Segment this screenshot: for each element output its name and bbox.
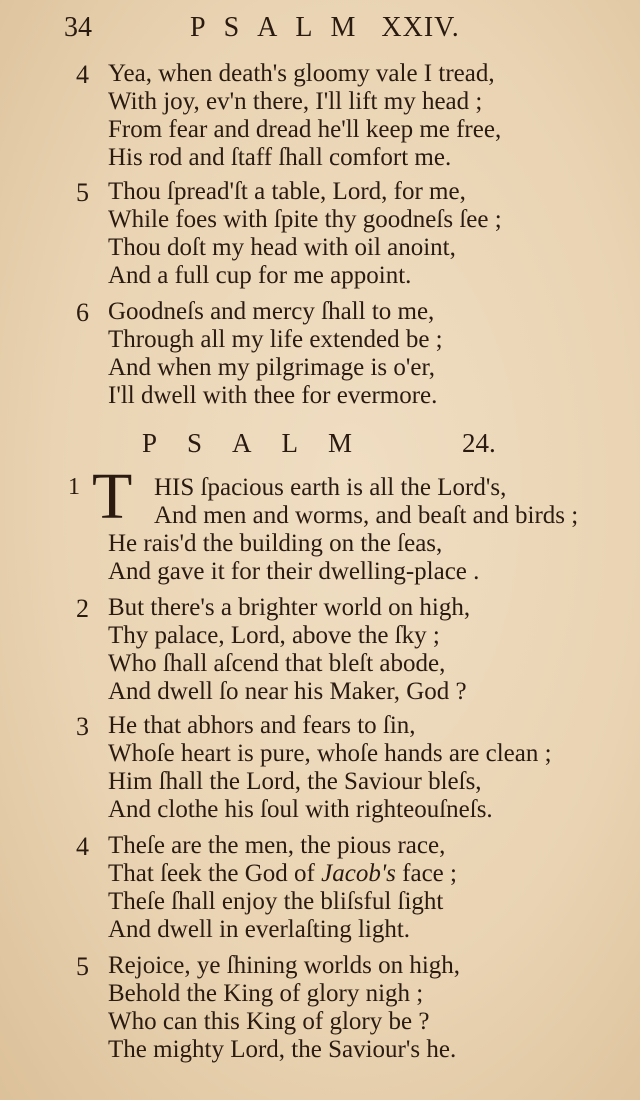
verse-line: Who ſhall aſcend that bleſt abode, xyxy=(108,650,446,677)
verse-line: Him ſhall the Lord, the Saviour bleſs, xyxy=(108,768,482,795)
page-header xyxy=(0,12,640,48)
stanza-number: 3 xyxy=(76,712,89,741)
page-number: 34 xyxy=(64,12,92,43)
verse-line: With joy, ev'n there, I'll lift my head ; xyxy=(108,88,483,115)
psalm-heading xyxy=(0,428,640,464)
stanza-number: 4 xyxy=(76,832,89,861)
verse-line: And dwell in everlaſting light. xyxy=(108,916,411,943)
verse-line: Rejoice, ye ſhining worlds on high, xyxy=(108,952,461,979)
verse-line: HIS ſpacious earth is all the Lord's, xyxy=(154,474,507,501)
verse-line: Through all my life extended be ; xyxy=(108,326,443,353)
verse-line: But there's a brighter world on high, xyxy=(108,594,471,621)
running-head-word: PSALM xyxy=(190,12,374,43)
verse-line xyxy=(108,860,457,888)
verse-line: He rais'd the building on the ſeas, xyxy=(108,530,443,557)
verse-line: And gave it for their dwelling-place . xyxy=(108,558,480,585)
verse-line: While foes with ſpite thy goodneſs ſee ; xyxy=(108,206,502,233)
verse-line: His rod and ſtaff ſhall comfort me. xyxy=(108,144,452,171)
drop-cap: T xyxy=(92,460,133,533)
psalm-heading-number: 24. xyxy=(462,428,496,458)
verse-line: Behold the King of glory nigh ; xyxy=(108,980,424,1007)
verse-line: Goodneſs and mercy ſhall to me, xyxy=(108,298,435,325)
verse-line: Yea, when death's gloomy vale I tread, xyxy=(108,60,495,87)
verse-line: Theſe ſhall enjoy the bliſsful ſight xyxy=(108,888,444,915)
running-head xyxy=(190,12,460,44)
verse-line: He that abhors and fears to ſin, xyxy=(108,712,416,739)
stanza-number: 6 xyxy=(76,298,89,327)
verse-line: Whoſe heart is pure, whoſe hands are clean ; xyxy=(108,740,552,767)
verse-line: I'll dwell with thee for evermore. xyxy=(108,382,438,409)
verse-line: Thou ſpread'ſt a table, Lord, for me, xyxy=(108,178,466,205)
verse-line: And clothe his ſoul with righteouſneſs. xyxy=(108,796,493,823)
verse-text: face ; xyxy=(395,860,457,887)
verse-line: And men and worms, and beaſt and birds ; xyxy=(154,502,579,529)
verse-text: That ſeek the God of xyxy=(108,860,322,887)
verse-line: And dwell ſo near his Maker, God ? xyxy=(108,678,467,705)
verse-line: The mighty Lord, the Saviour's he. xyxy=(108,1036,457,1063)
verse-line: Thy palace, Lord, above the ſky ; xyxy=(108,622,440,649)
running-head-number: XXIV. xyxy=(381,12,460,43)
italic-name: Jacob's xyxy=(321,860,396,887)
verse-line: Theſe are the men, the pious race, xyxy=(108,832,446,859)
stanza-number: 4 xyxy=(76,60,89,89)
verse-line: From fear and dread he'll keep me free, xyxy=(108,116,502,143)
stanza-number: 5 xyxy=(76,178,89,207)
stanza-number: 1 xyxy=(68,474,80,500)
psalm-heading-word: PSALM xyxy=(142,428,383,458)
stanza-number: 2 xyxy=(76,594,89,623)
verse-line: And a full cup for me appoint. xyxy=(108,262,412,289)
stanza-number: 5 xyxy=(76,952,89,981)
verse-line: Thou doſt my head with oil anoint, xyxy=(108,234,456,261)
verse-line: Who can this King of glory be ? xyxy=(108,1008,430,1035)
verse-line: And when my pilgrimage is o'er, xyxy=(108,354,436,381)
